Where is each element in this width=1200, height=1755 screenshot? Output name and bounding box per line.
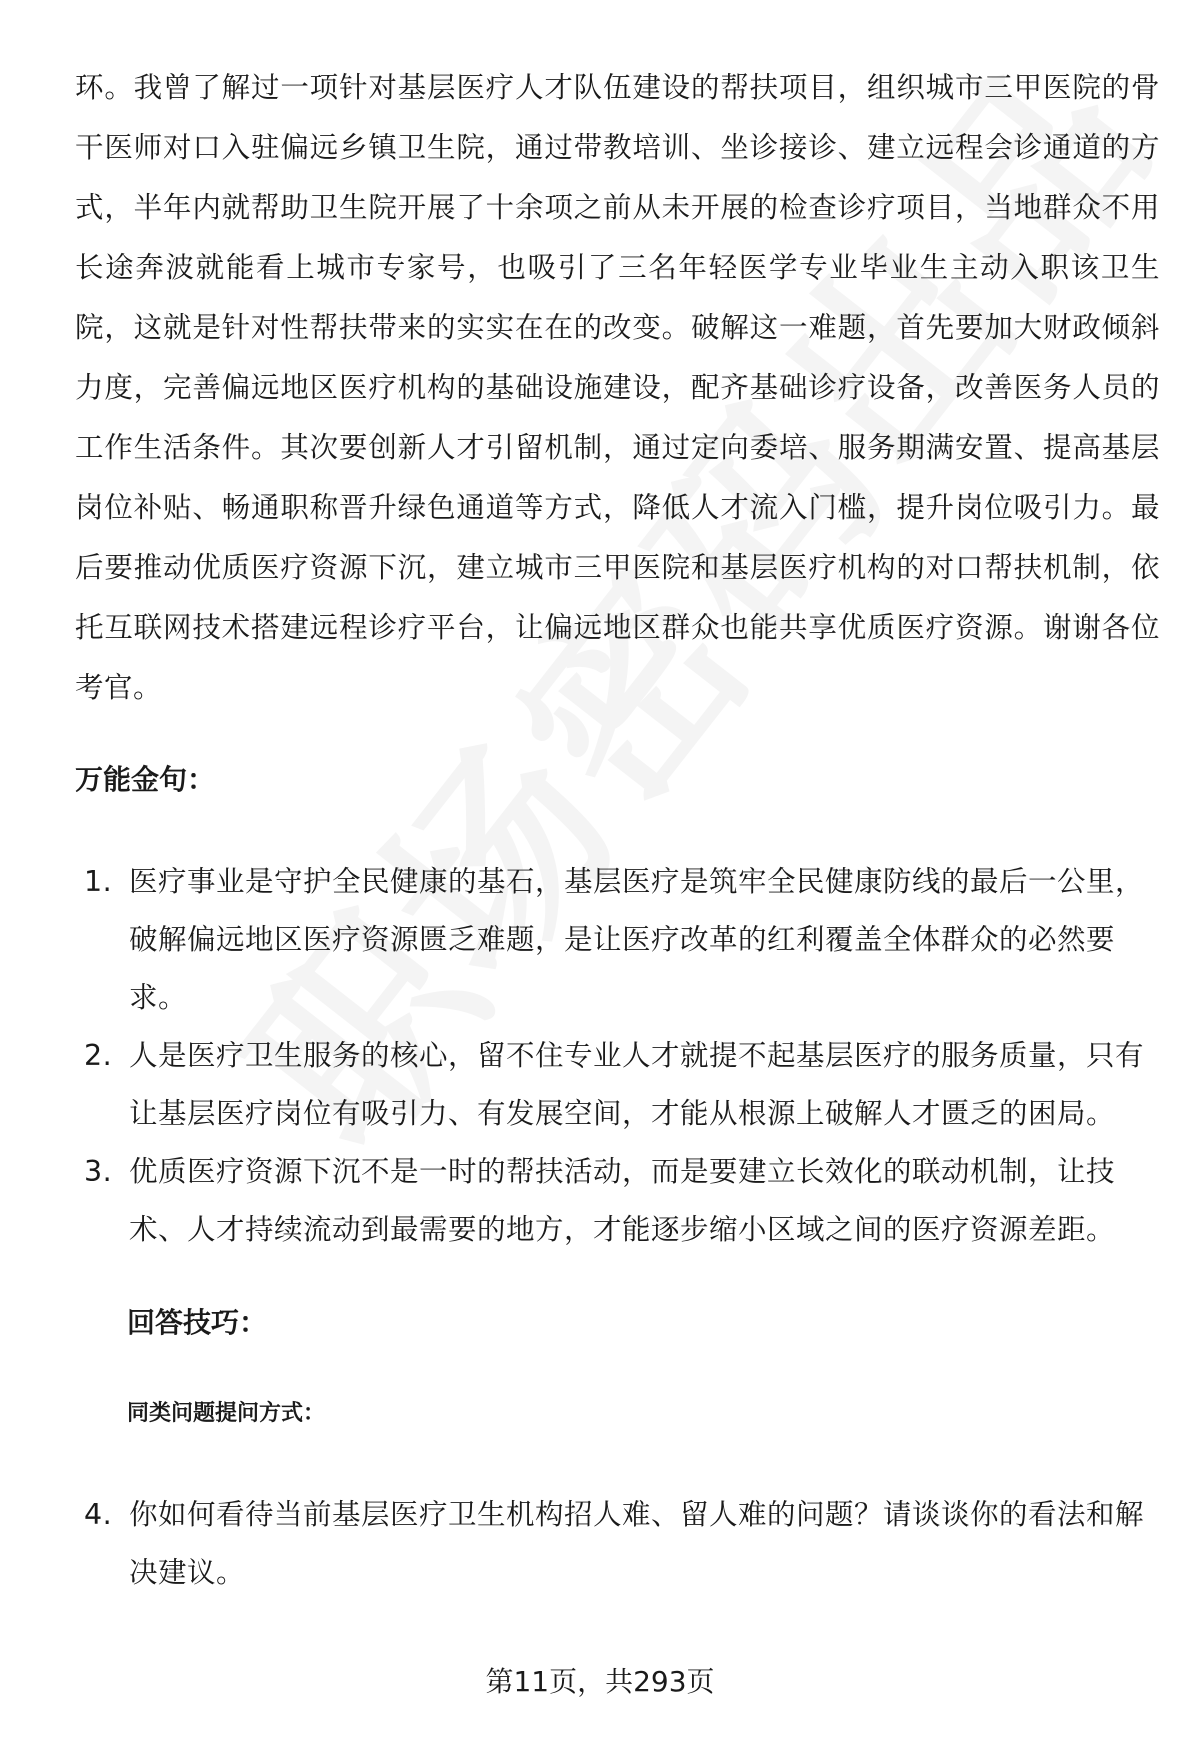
content-area [75, 58, 1160, 1589]
golden-sentences-list [75, 853, 1160, 1259]
list-item-number: 4. [84, 1498, 113, 1531]
list-item [75, 1027, 1160, 1143]
intro-paragraph: 环。我曾了解过一项针对基层医疗人才队伍建设的帮扶项目，组织城市三甲医院的骨干医师对口入驻偏远乡镇卫生院，通过带教培训、坐诊接诊、建立远程会诊通道的方式，半年内就帮助卫生院开展了十余项之前从未开展的检查诊疗项目，当地群众不用长途奔波就能看上城市专家号，也吸引了三名年轻医学专业毕业生主动入职该卫生院，这就是针对性帮扶带来的实实在在的改变。破解这一难题，首先要加大财政倾斜力度，完善偏远地区医疗机构的基础设施建设，配齐基础诊疗设备，改善医务人员的工作生活条件。其次要创新人才引留机制，通过定向委培、服务期满安置、提高基层岗位补贴、畅通职称晋升绿色通道等方式，降低人才流入门槛，提升岗位吸引力。最后要推动优质医疗资源下沉，建立城市三甲医院和基层医疗机构的对口帮扶机制，依托互联网技术搭建远程诊疗平台，让偏远地区群众也能共享优质医疗资源。谢谢各位考官。 [75, 71, 1160, 704]
similar-questions-heading: 同类问题提问方式： [127, 1401, 326, 1426]
list-item [75, 853, 1160, 1027]
list-item-text: 人是医疗卫生服务的核心，留不住专业人才就提不起基层医疗的服务质量，只有让基层医疗岗位有吸引力、有发展空间，才能从根源上破解人才匮乏的困局。 [129, 1039, 1145, 1130]
list-item-number: 1. [84, 865, 113, 898]
list-item [75, 1143, 1160, 1259]
page-footer: 第11页，共293页 [485, 1665, 715, 1698]
list-item [75, 1486, 1160, 1602]
golden-sentences-heading: 万能金句： [75, 763, 216, 796]
list-item-text: 医疗事业是守护全民健康的基石，基层医疗是筑牢全民健康防线的最后一公里，破解偏远地区医疗资源匮乏难题，是让医疗改革的红利覆盖全体群众的必然要求。 [129, 865, 1145, 1014]
list-item-text: 优质医疗资源下沉不是一时的帮扶活动，而是要建立长效化的联动机制，让技术、人才持续流动到最需要的地方，才能逐步缩小区域之间的医疗资源差距。 [129, 1155, 1116, 1246]
list-item-text: 你如何看待当前基层医疗卫生机构招人难、留人难的问题？请谈谈你的看法和解决建议。 [129, 1498, 1145, 1589]
answer-skills-heading: 回答技巧： [127, 1306, 268, 1339]
list-item-number: 3. [84, 1155, 113, 1188]
similar-questions-list [75, 1486, 1160, 1602]
list-item-number: 2. [84, 1039, 113, 1072]
